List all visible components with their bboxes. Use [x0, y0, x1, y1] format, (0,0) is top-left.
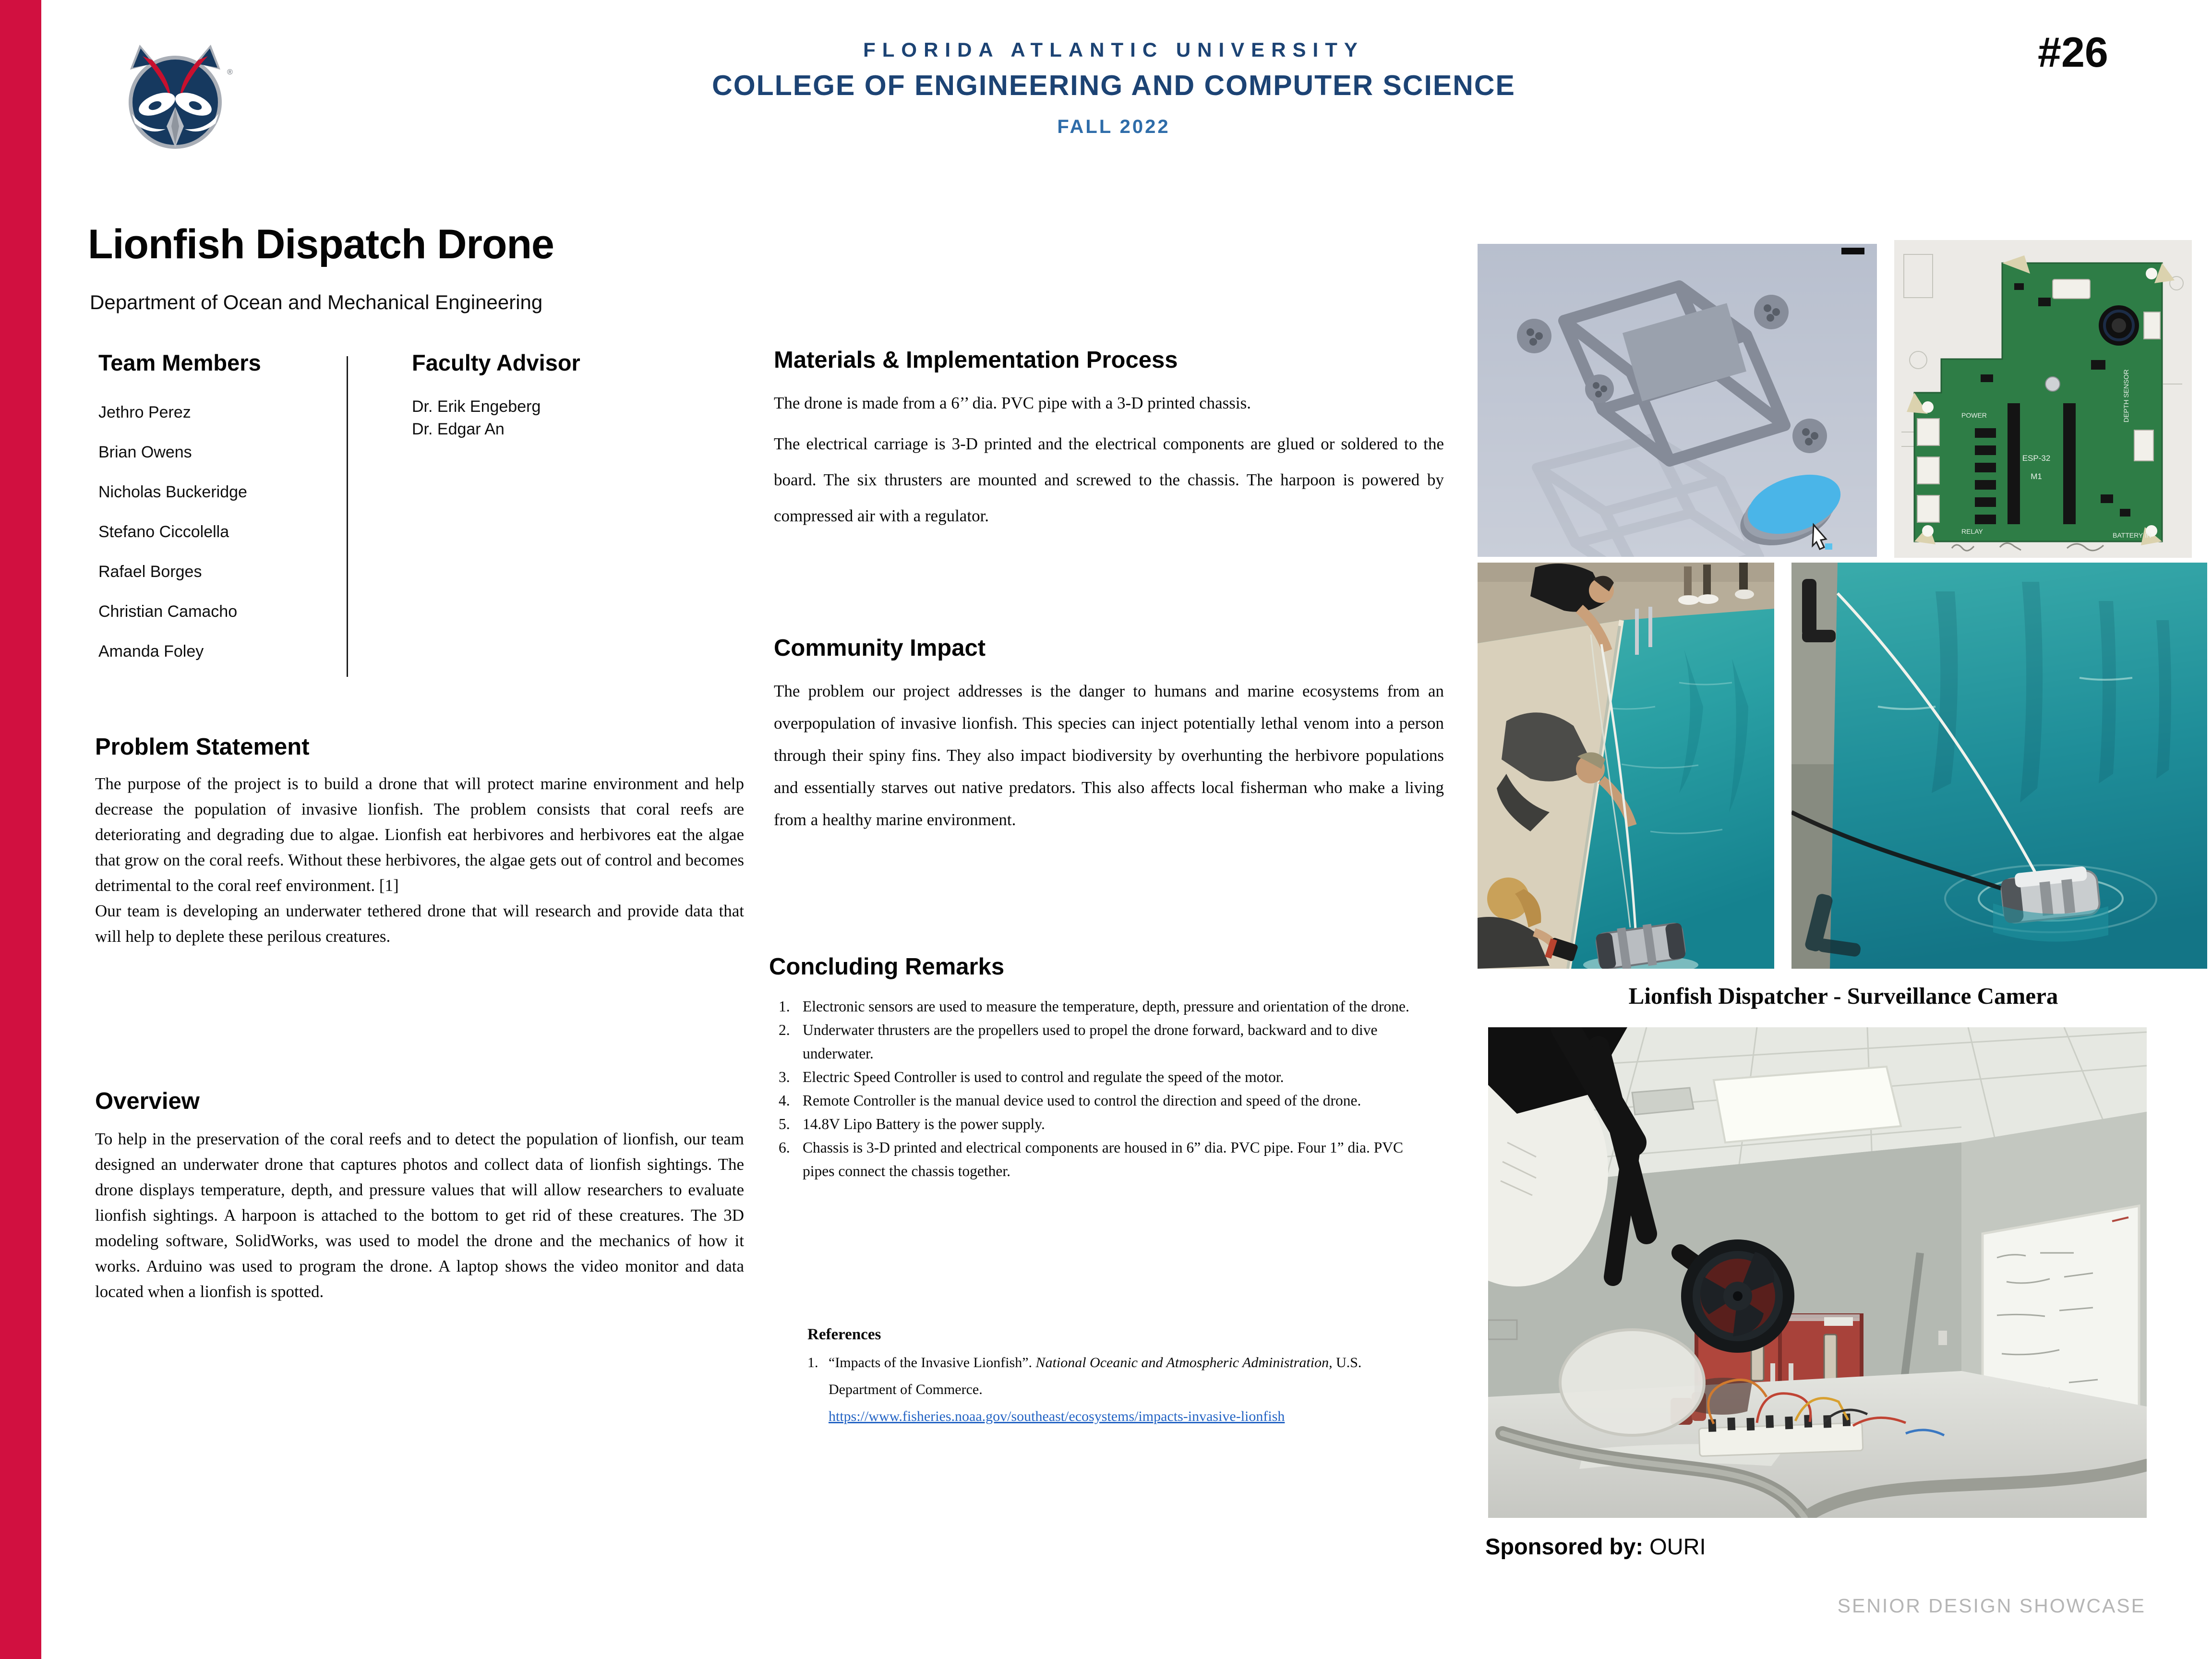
overview-heading: Overview: [95, 1088, 200, 1114]
figure-caption: Lionfish Dispatcher - Surveillance Camera: [1628, 983, 2058, 1009]
pcb-relay-label: RELAY: [1961, 528, 1983, 535]
item-text: Remote Controller is the manual device used to control the direction and speed of the drone.: [803, 1092, 1361, 1109]
pool-deployment-graphic: [1478, 563, 1774, 969]
item-text: Electric Speed Controller is used to control and regulate the speed of the motor.: [803, 1069, 1284, 1085]
item-number: 1.: [779, 998, 790, 1015]
term-label: FALL 2022: [1057, 116, 1170, 137]
list-item: [779, 1065, 1422, 1089]
column-divider: [347, 356, 348, 677]
pool-test-photo-left: [1478, 563, 1774, 969]
university-name: FLORIDA ATLANTIC UNIVERSITY: [863, 38, 1364, 61]
item-text: Chassis is 3-D printed and electrical components are housed in 6” dia. PVC pipe. Four 1” dia. PVC pipes connect the chassis together.: [803, 1139, 1404, 1179]
reference-source: U.S. Department of Commerce.: [829, 1355, 1362, 1397]
poster-number: #26: [2038, 28, 2108, 76]
advisor-name: Dr. Edgar An: [412, 420, 505, 438]
cad-render-graphic: [1478, 244, 1877, 557]
list-item: [779, 1089, 1422, 1112]
reference-text: [829, 1349, 1431, 1430]
references-block: [807, 1326, 1431, 1430]
faculty-advisor-heading: Faculty Advisor: [412, 350, 580, 375]
overview-body: [95, 1126, 744, 1304]
community-impact-body: [774, 675, 1444, 836]
item-number: 6.: [779, 1139, 790, 1156]
owl-icon: [98, 41, 252, 152]
concluding-remarks-list: [779, 995, 1422, 1183]
department-subtitle: Department of Ocean and Mechanical Engineering: [90, 291, 543, 313]
reference-link[interactable]: https://www.fisheries.noaa.gov/southeast/ecosystems/impacts-invasive-lionfish: [829, 1408, 1285, 1424]
pcb-battery-label: BATTERY IN: [2113, 531, 2152, 539]
pcb-esp32-label: ESP-32: [2022, 454, 2051, 463]
problem-statement-body: [95, 771, 744, 949]
team-member: Amanda Foley: [98, 642, 204, 661]
item-number: 3.: [779, 1069, 790, 1085]
paragraph: The purpose of the project is to build a drone that will protect marine environment and help decrease the population of invasive lionfish. The problem consists that coral reefs are deteriorating and degrading due to algae. Lionfish eat herbivores and herbivores eat the algae that grow on the coral reefs. Without these herbivores, the algae gets out of control and becomes detrimental to the coral reef environment. [1]: [95, 774, 744, 895]
item-text: Electronic sensors are used to measure the temperature, depth, pressure and orientation of the drone.: [803, 998, 1409, 1015]
team-member: Nicholas Buckeridge: [98, 483, 247, 501]
reference-title: “Impacts of the Invasive Lionfish”.: [829, 1355, 1036, 1370]
pcb-depth-label: DEPTH SENSOR: [2122, 369, 2130, 422]
paragraph: The problem our project addresses is the danger to humans and marine ecosystems from an overpopulation of invasive lionfish. This species can inject potentially lethal venom into a person through their spiny fins. They also impact biodiversity by overhunting the herbivore populations and essentially starves out native predators. This also affects local fisherman who make a living from a healthy marine environment.: [774, 682, 1444, 829]
paragraph: Our team is developing an underwater tethered drone that will research and provide data that will help to deplete these perilous creatures.: [95, 902, 744, 946]
left-accent-stripe: [0, 0, 41, 1659]
list-item: [779, 1018, 1422, 1065]
team-member: Brian Owens: [98, 443, 192, 461]
cad-model-image: [1478, 244, 1877, 557]
item-text: 14.8V Lipo Battery is the power supply.: [803, 1116, 1045, 1132]
page-title: Lionfish Dispatch Drone: [88, 221, 554, 267]
pcb-board-image: [1894, 240, 2192, 558]
sponsor-label: Sponsored by:: [1485, 1534, 1644, 1559]
list-item: [779, 995, 1422, 1018]
registered-mark: ®: [227, 68, 233, 76]
team-member: Rafael Borges: [98, 563, 202, 581]
item-number: 2.: [779, 1022, 790, 1038]
item-number: 5.: [779, 1116, 790, 1132]
college-name: COLLEGE OF ENGINEERING AND COMPUTER SCIENCE: [712, 70, 1515, 101]
sponsor-line: [1485, 1533, 1706, 1560]
community-impact-heading: Community Impact: [774, 635, 986, 661]
team-member: Stefano Ciccolella: [98, 523, 229, 541]
concluding-remarks-heading: Concluding Remarks: [769, 954, 1005, 980]
list-item: [779, 1112, 1422, 1136]
pcb-m1-label: M1: [2031, 472, 2042, 481]
fau-owl-logo: [98, 41, 252, 152]
pcb-graphic: [1894, 240, 2192, 558]
faculty-advisor-list: [412, 396, 541, 441]
item-number: 4.: [779, 1092, 790, 1109]
surveillance-camera-photo: [1488, 1027, 2147, 1518]
materials-heading: Materials & Implementation Process: [774, 347, 1178, 373]
lab-view-graphic: [1488, 1027, 2147, 1518]
header: [605, 38, 1623, 138]
reference-item: [807, 1349, 1431, 1430]
paragraph: The electrical carriage is 3-D printed and the electrical components are glued or soldered to the board. The six thrusters are mounted and screwed to the chassis. The harpoon is powered by compressed air with a regulator.: [774, 434, 1444, 525]
references-heading: References: [807, 1326, 881, 1343]
item-number: 1.: [807, 1355, 818, 1370]
team-member: Jethro Perez: [98, 403, 191, 421]
paragraph: The drone is made from a 6’’ dia. PVC pipe with a 3-D printed chassis.: [774, 394, 1251, 412]
team-members-heading: Team Members: [98, 350, 261, 375]
reference-source-italic: National Oceanic and Atmospheric Administration,: [1035, 1355, 1333, 1370]
item-text: Underwater thrusters are the propellers used to propel the drone forward, backward and to dive underwater.: [803, 1022, 1378, 1062]
problem-statement-heading: Problem Statement: [95, 734, 310, 760]
paragraph: To help in the preservation of the coral reefs and to detect the population of lionfish, our team designed an underwater drone that captures photos and collect data of lionfish sightings. The drone displays temperature, depth, and pressure values that will allow researchers to evaluate lionfish sightings. A harpoon is attached to the bottom to get rid of these creatures. The 3D modeling software, SolidWorks, was used to model the drone and the mechanics of how it works. Arduino was used to program the drone. A laptop shows the video monitor and data located when a lionfish is spotted.: [95, 1130, 744, 1301]
pcb-power-label: POWER: [1961, 411, 1987, 419]
materials-body: [774, 385, 1444, 534]
sponsor-name: OURI: [1643, 1534, 1706, 1559]
team-members-list: [98, 403, 247, 661]
showcase-footer: SENIOR DESIGN SHOWCASE: [1837, 1595, 2146, 1617]
advisor-name: Dr. Erik Engeberg: [412, 397, 541, 416]
drone-floating-graphic: [1791, 563, 2207, 969]
team-member: Christian Camacho: [98, 602, 238, 621]
pool-test-photo-right: [1791, 563, 2207, 969]
list-item: [779, 1136, 1422, 1183]
